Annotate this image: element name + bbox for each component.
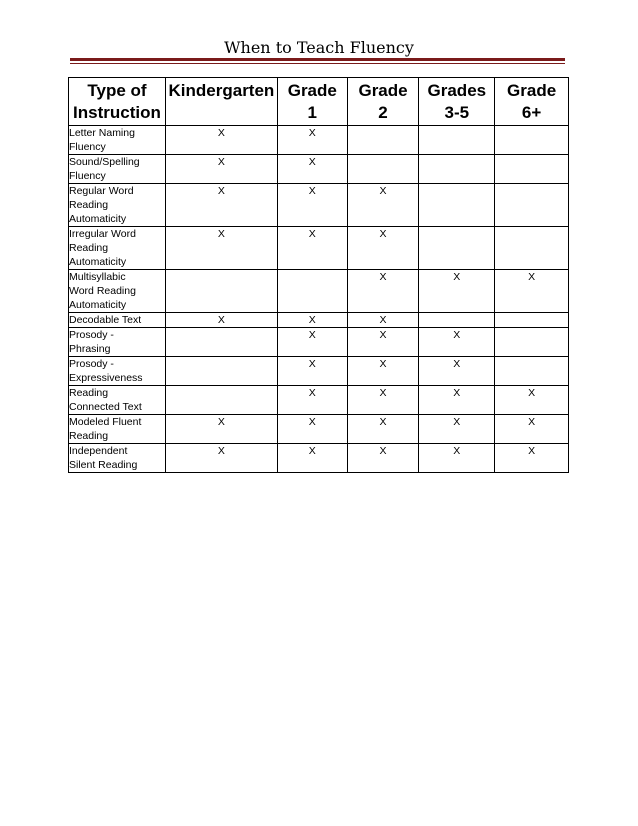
instruction-type-line: Reading (69, 387, 109, 399)
grade-mark-cell (165, 328, 277, 357)
title-rule-thin (70, 63, 565, 64)
grade-mark-cell: X (277, 126, 347, 155)
grade-mark-cell (495, 126, 569, 155)
grade-mark-cell: X (347, 184, 419, 227)
header-line: Kindergarten (168, 81, 275, 100)
instruction-type-line: Connected Text (69, 401, 142, 413)
instruction-type-cell (69, 386, 166, 415)
grade-mark-cell: X (419, 386, 495, 415)
title-rule-thick (70, 58, 565, 61)
header-line: 3-5 (444, 103, 470, 122)
instruction-type-cell (69, 415, 166, 444)
grade-mark-cell: X (347, 227, 419, 270)
grade-mark-cell: X (277, 184, 347, 227)
instruction-type-cell (69, 227, 166, 270)
header-line: Instruction (73, 103, 161, 122)
grade-mark-cell (165, 270, 277, 313)
instruction-type-cell (69, 328, 166, 357)
instruction-type-line: Prosody - (69, 358, 114, 370)
table-row (69, 313, 569, 328)
instruction-type-line: Automaticity (69, 213, 127, 225)
grade-mark-cell (277, 270, 347, 313)
fluency-table (68, 77, 569, 473)
grade-mark-cell: X (165, 227, 277, 270)
grade-mark-cell: X (277, 328, 347, 357)
header-line: 6+ (521, 103, 542, 122)
grade-mark-cell: X (277, 313, 347, 328)
instruction-type-line: Fluency (69, 170, 106, 182)
grade-mark-cell: X (165, 313, 277, 328)
grade-mark-cell: X (347, 386, 419, 415)
page-title: When to Teach Fluency (224, 38, 414, 57)
grade-mark-cell (419, 126, 495, 155)
grade-mark-cell: X (347, 328, 419, 357)
table-row (69, 386, 569, 415)
grade-mark-cell (419, 313, 495, 328)
instruction-type-cell (69, 155, 166, 184)
instruction-type-line: Phrasing (69, 343, 111, 355)
grade-mark-cell (495, 328, 569, 357)
instruction-type-cell (69, 357, 166, 386)
grade-mark-cell: X (419, 415, 495, 444)
grade-mark-cell: X (419, 444, 495, 473)
header-row (69, 78, 569, 126)
grade-mark-cell: X (277, 415, 347, 444)
grade-mark-cell (419, 227, 495, 270)
grade-mark-cell (347, 155, 419, 184)
grade-mark-cell: X (165, 415, 277, 444)
table-row (69, 155, 569, 184)
instruction-type-line: Silent Reading (69, 459, 138, 471)
grade-mark-cell: X (165, 444, 277, 473)
grade-mark-cell: X (419, 270, 495, 313)
instruction-type-line: Automaticity (69, 299, 127, 311)
instruction-type-cell (69, 313, 166, 328)
grade-mark-cell: X (347, 357, 419, 386)
grade-mark-cell: X (347, 444, 419, 473)
header-line: Type of (87, 81, 147, 100)
grade-mark-cell: X (347, 313, 419, 328)
grade-mark-cell (495, 184, 569, 227)
header-type-of-instruction (69, 78, 166, 126)
header-kindergarten (165, 78, 277, 126)
table-row (69, 270, 569, 313)
header-line: Grade (358, 81, 408, 100)
instruction-type-line: Prosody - (69, 329, 114, 341)
instruction-type-cell (69, 270, 166, 313)
instruction-type-line: Modeled Fluent (69, 416, 142, 428)
table-row (69, 184, 569, 227)
grade-mark-cell: X (165, 184, 277, 227)
grade-mark-cell: X (277, 357, 347, 386)
grade-mark-cell (419, 155, 495, 184)
instruction-type-line: Word Reading (69, 285, 136, 297)
grade-mark-cell (495, 357, 569, 386)
instruction-type-line: Irregular Word (69, 228, 136, 240)
header-line: Grades (427, 81, 487, 100)
instruction-type-line: Automaticity (69, 256, 127, 268)
instruction-type-line: Expressiveness (69, 372, 143, 384)
grade-mark-cell (495, 155, 569, 184)
grade-mark-cell: X (277, 155, 347, 184)
grade-mark-cell: X (165, 155, 277, 184)
header-grades-3-5 (419, 78, 495, 126)
instruction-type-line: Multisyllabic (69, 271, 126, 283)
instruction-type-line: Regular Word (69, 185, 134, 197)
header-grade-2 (347, 78, 419, 126)
instruction-type-line: Reading (69, 430, 109, 442)
grade-mark-cell (495, 313, 569, 328)
table-row (69, 357, 569, 386)
header-line: 1 (307, 103, 318, 122)
table-row (69, 444, 569, 473)
grade-mark-cell (495, 227, 569, 270)
grade-mark-cell: X (419, 328, 495, 357)
instruction-type-line: Fluency (69, 141, 106, 153)
table-body (69, 126, 569, 473)
table-row (69, 126, 569, 155)
instruction-type-line: Decodable Text (69, 314, 142, 326)
header-grade-1 (277, 78, 347, 126)
grade-mark-cell (419, 184, 495, 227)
grade-mark-cell: X (277, 227, 347, 270)
instruction-type-cell (69, 184, 166, 227)
grade-mark-cell: X (277, 386, 347, 415)
grade-mark-cell: X (347, 415, 419, 444)
instruction-type-line: Reading (69, 199, 109, 211)
grade-mark-cell: X (277, 444, 347, 473)
instruction-type-line: Independent (69, 445, 128, 457)
grade-mark-cell (165, 357, 277, 386)
table-row (69, 328, 569, 357)
grade-mark-cell: X (495, 444, 569, 473)
instruction-type-line: Sound/Spelling (69, 156, 140, 168)
grade-mark-cell: X (495, 386, 569, 415)
grade-mark-cell: X (495, 270, 569, 313)
instruction-type-line: Reading (69, 242, 109, 254)
grade-mark-cell (165, 386, 277, 415)
header-line: Grade (287, 81, 337, 100)
grade-mark-cell (347, 126, 419, 155)
table-row (69, 227, 569, 270)
grade-mark-cell: X (419, 357, 495, 386)
grade-mark-cell: X (495, 415, 569, 444)
instruction-type-line: Letter Naming (69, 127, 135, 139)
header-grade-6-plus (495, 78, 569, 126)
instruction-type-cell (69, 126, 166, 155)
instruction-type-cell (69, 444, 166, 473)
header-line: 2 (378, 103, 388, 122)
grade-mark-cell: X (165, 126, 277, 155)
table-row (69, 415, 569, 444)
header-line: Grade (507, 81, 557, 100)
grade-mark-cell: X (347, 270, 419, 313)
